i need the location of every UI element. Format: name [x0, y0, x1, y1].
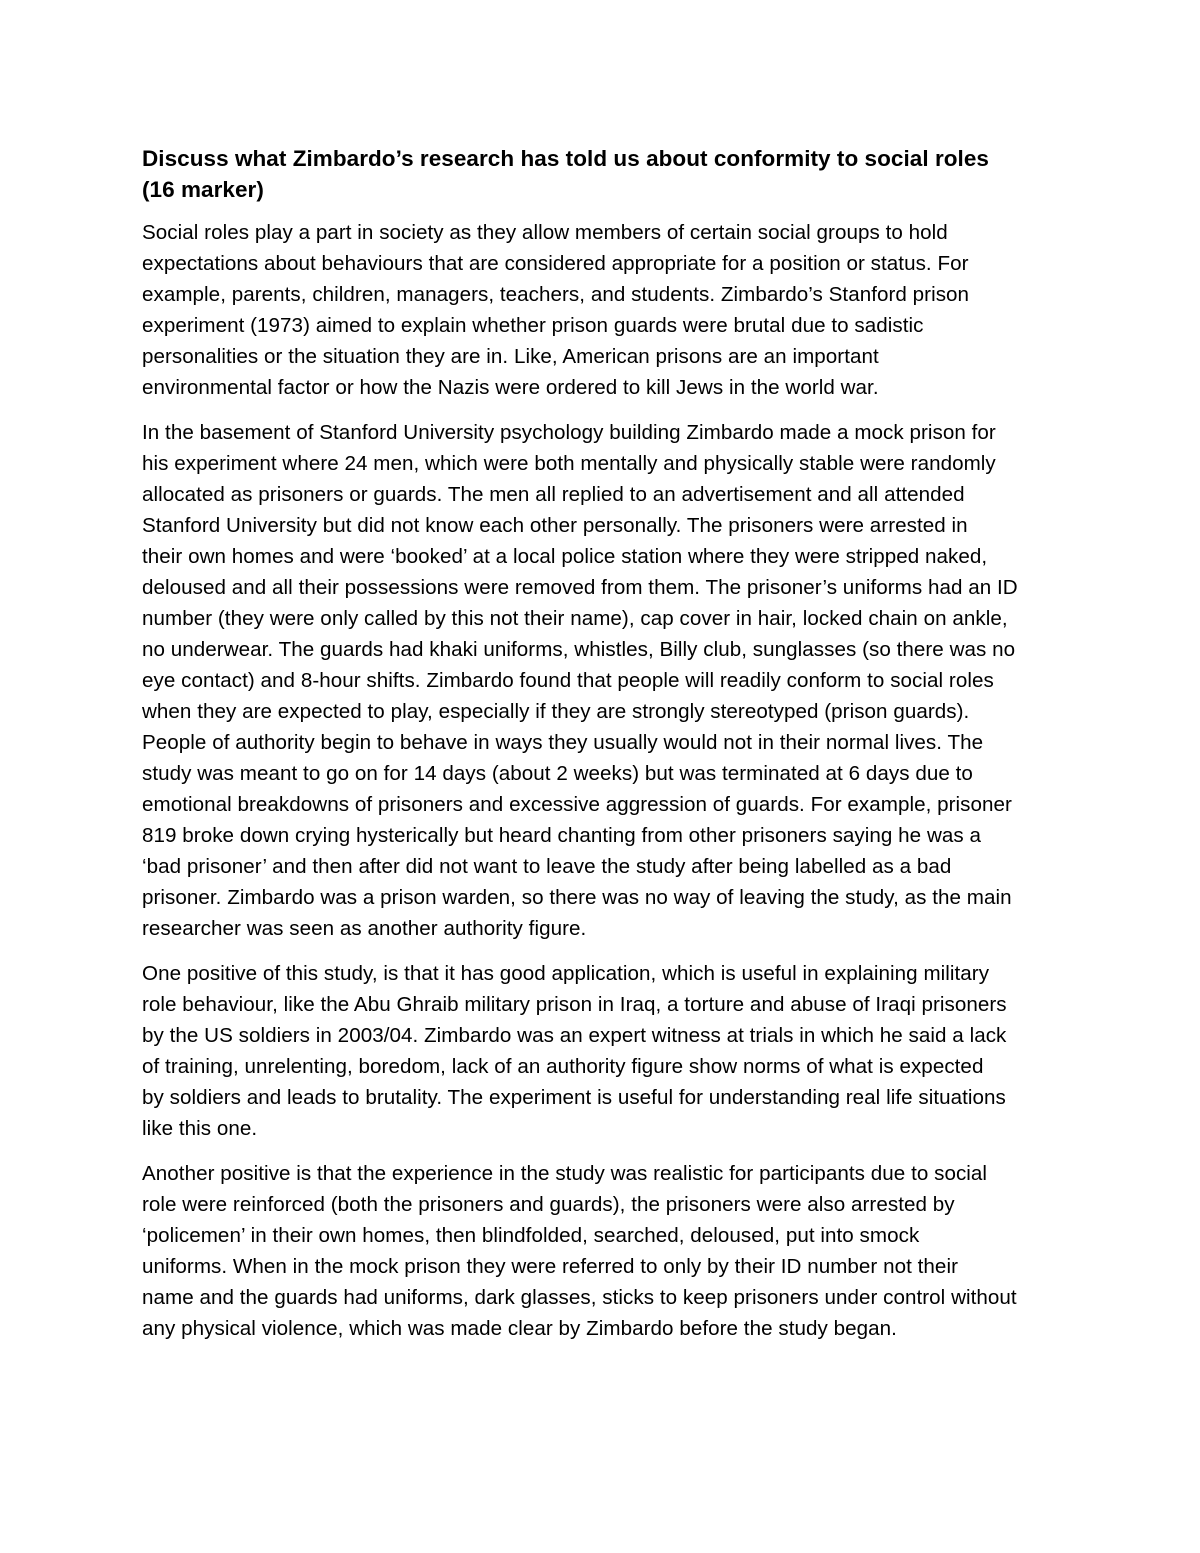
text-line: Another positive is that the experience in the study was realistic for participants due to social	[142, 1162, 988, 1185]
text-line: of training, unrelenting, boredom, lack of an authority figure show norms of what is expected	[142, 1055, 984, 1078]
text-line: role behaviour, like the Abu Ghraib military prison in Iraq, a torture and abuse of Iraqi prisoners	[142, 993, 1007, 1016]
text-line: example, parents, children, managers, teachers, and students. Zimbardo’s Stanford prison	[142, 283, 970, 306]
text-line: Stanford University but did not know each other personally. The prisoners were arrested in	[142, 514, 968, 537]
text-line: by soldiers and leads to brutality. The experiment is useful for understanding real life situations	[142, 1086, 1006, 1109]
text-line: experiment (1973) aimed to explain whether prison guards were brutal due to sadistic	[142, 314, 924, 337]
text-line: prisoner. Zimbardo was a prison warden, so there was no way of leaving the study, as the main	[142, 886, 1012, 909]
paragraph-social-roles	[142, 217, 1062, 403]
text-line: role were reinforced (both the prisoners and guards), the prisoners were also arrested by	[142, 1193, 955, 1216]
text-line: People of authority begin to behave in ways they usually would not in their normal lives. The	[142, 731, 984, 754]
text-line: One positive of this study, is that it has good application, which is useful in explaining military	[142, 962, 990, 985]
title-line: Discuss what Zimbardo’s research has told us about conformity to social roles	[142, 146, 989, 171]
paragraph-procedure	[142, 417, 1062, 944]
text-line: emotional breakdowns of prisoners and excessive aggression of guards. For example, prisoner	[142, 793, 1012, 816]
text-line: 819 broke down crying hysterically but heard chanting from other prisoners saying he was a	[142, 824, 981, 847]
text-line: ‘policemen’ in their own homes, then blindfolded, searched, deloused, put into smock	[142, 1224, 920, 1247]
text-line: allocated as prisoners or guards. The men all replied to an advertisement and all attended	[142, 483, 965, 506]
text-line: uniforms. When in the mock prison they were referred to only by their ID number not their	[142, 1255, 958, 1278]
text-line: any physical violence, which was made clear by Zimbardo before the study began.	[142, 1317, 897, 1340]
text-line: name and the guards had uniforms, dark glasses, sticks to keep prisoners under control without	[142, 1286, 1017, 1309]
title-line: (16 marker)	[142, 177, 264, 202]
text-line: researcher was seen as another authority figure.	[142, 917, 587, 940]
text-line: when they are expected to play, especially if they are strongly stereotyped (prison guards).	[142, 700, 970, 723]
text-line: deloused and all their possessions were removed from them. The prisoner’s uniforms had an ID	[142, 576, 1018, 599]
text-line: his experiment where 24 men, which were both mentally and physically stable were randomly	[142, 452, 996, 475]
document-page	[142, 143, 1062, 1358]
text-line: like this one.	[142, 1117, 258, 1140]
text-line: Social roles play a part in society as they allow members of certain social groups to hold	[142, 221, 948, 244]
text-line: eye contact) and 8-hour shifts. Zimbardo found that people will readily conform to social roles	[142, 669, 994, 692]
text-line: their own homes and were ‘booked’ at a local police station where they were stripped naked,	[142, 545, 988, 568]
text-line: expectations about behaviours that are considered appropriate for a position or status. For	[142, 252, 969, 275]
text-line: ‘bad prisoner’ and then after did not want to leave the study after being labelled as a bad	[142, 855, 952, 878]
text-line: no underwear. The guards had khaki uniforms, whistles, Billy club, sunglasses (so there was no	[142, 638, 1016, 661]
text-line: In the basement of Stanford University psychology building Zimbardo made a mock prison for	[142, 421, 996, 444]
paragraph-application	[142, 958, 1062, 1144]
text-line: number (they were only called by this not their name), cap cover in hair, locked chain on ankle,	[142, 607, 1008, 630]
text-line: by the US soldiers in 2003/04. Zimbardo was an expert witness at trials in which he said a lack	[142, 1024, 1007, 1047]
text-line: study was meant to go on for 14 days (about 2 weeks) but was terminated at 6 days due to	[142, 762, 973, 785]
document-title	[142, 143, 1062, 205]
paragraph-realism	[142, 1158, 1062, 1344]
text-line: environmental factor or how the Nazis were ordered to kill Jews in the world war.	[142, 376, 879, 399]
text-line: personalities or the situation they are in. Like, American prisons are an important	[142, 345, 879, 368]
